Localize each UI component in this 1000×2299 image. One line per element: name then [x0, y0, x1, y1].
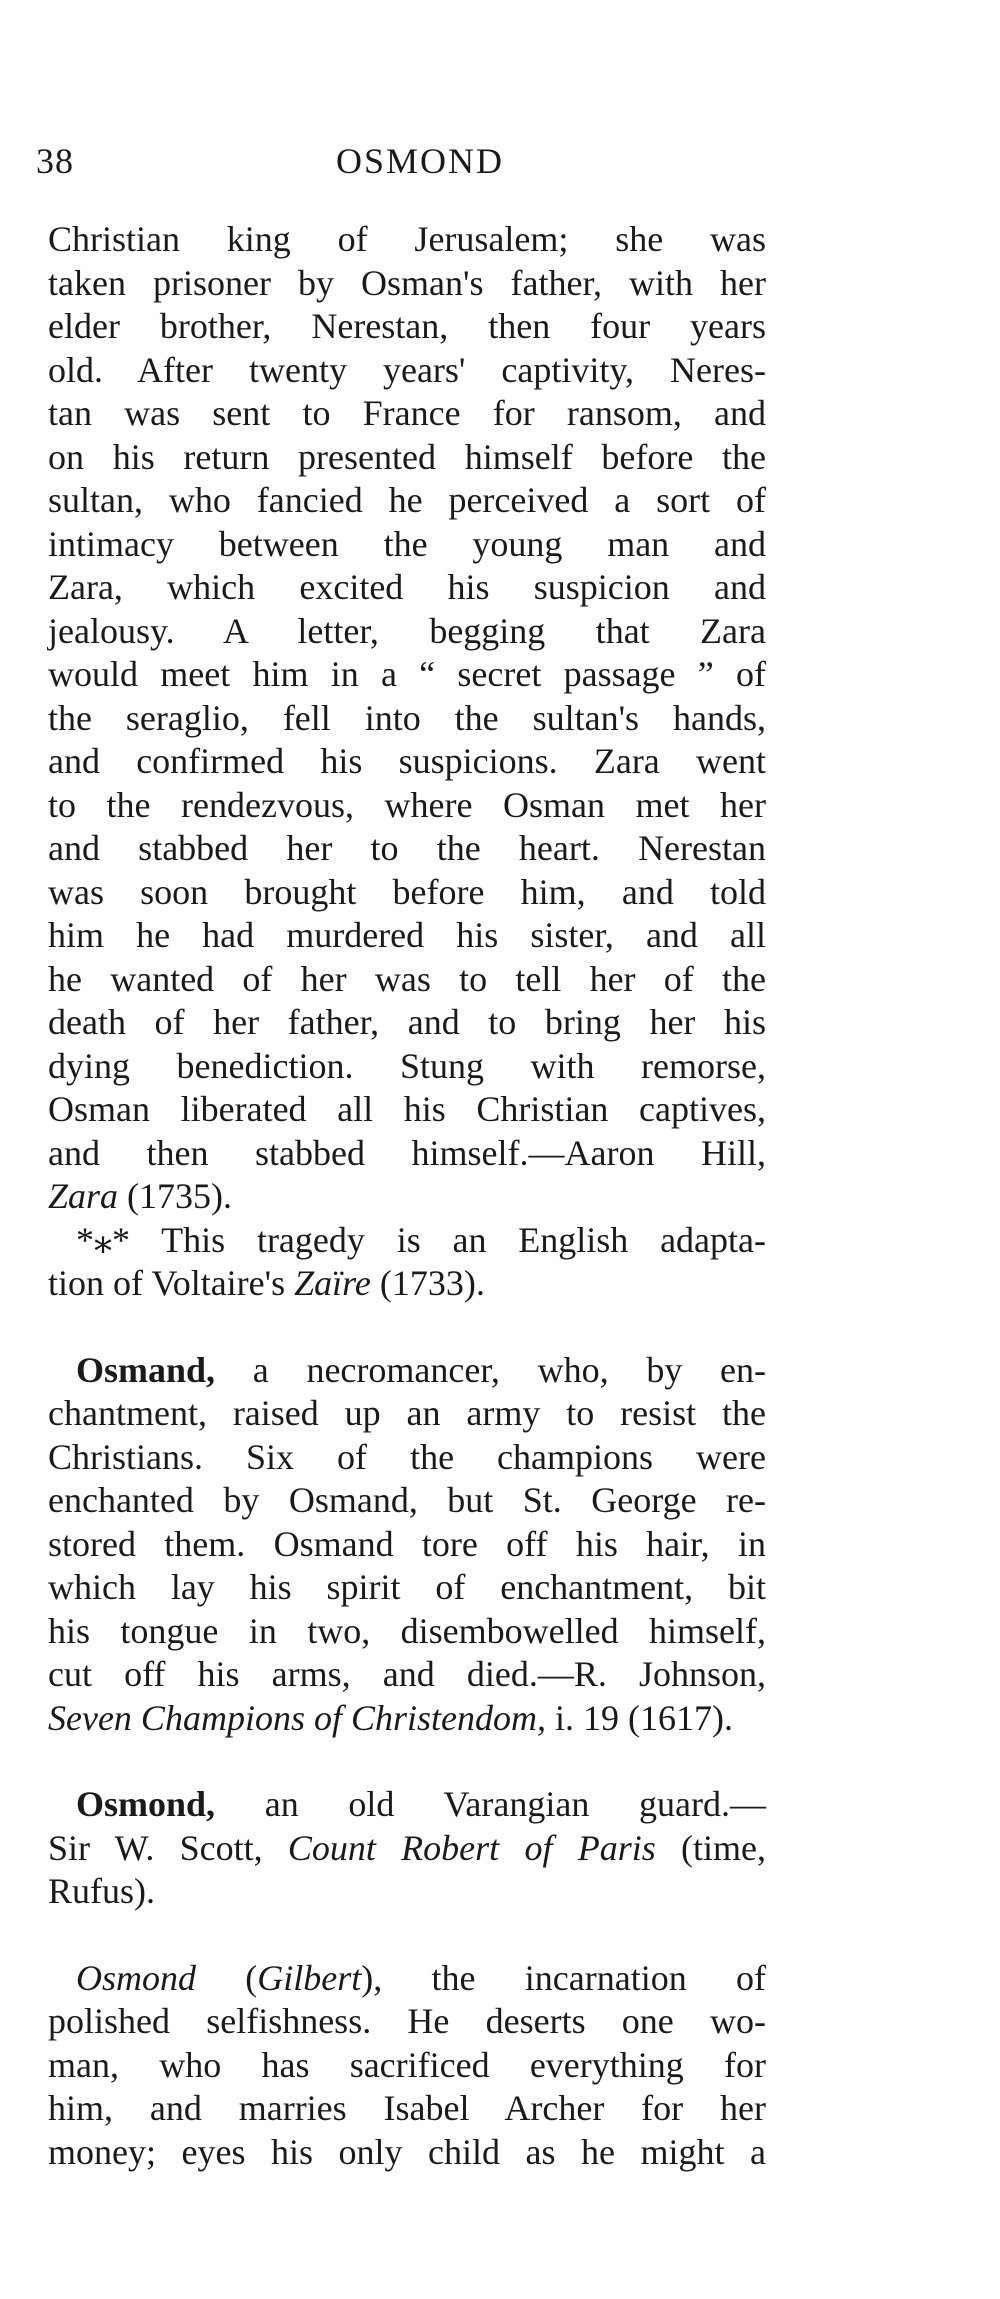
source-date: (1735).	[118, 1176, 233, 1216]
text-line: him he had murdered his sister, and all	[48, 915, 766, 955]
text-line: Osman liberated all his Christian captives,	[48, 1089, 766, 1129]
entry-osmond-gilbert	[48, 1957, 766, 2175]
source-title: Seven Champions of Christendom,	[48, 1697, 546, 1738]
text-line: man, who has sacrificed everything for	[48, 2044, 766, 2085]
text-line: cut off his arms, and died.—R. Johnson,	[48, 1654, 766, 1694]
text-line: Rufus).	[48, 1871, 155, 1911]
entry-first-line: Osmond, an old Varangian guard.—	[76, 1784, 766, 1824]
text-line: elder brother, Nerestan, then four years	[48, 306, 766, 346]
headword-given-name: Gilbert	[257, 1957, 362, 1998]
text-line: and confirmed his suspicions. Zara went	[48, 741, 766, 781]
text-line: Christian king of Jerusalem; she was	[48, 219, 766, 259]
text-line: his tongue in two, disembowelled himself,	[48, 1610, 766, 1651]
note-line: *⁎* This tragedy is an English adapta-	[76, 1219, 766, 1260]
text-line: him, and marries Isabel Archer for her	[48, 2088, 766, 2128]
text-line: he wanted of her was to tell her of the	[48, 958, 766, 999]
text-line: would meet him in a “ secret passage ” of	[48, 654, 766, 694]
text-line: was soon brought before him, and told	[48, 871, 766, 912]
source-citation: Sir W. Scott, Count Robert of Paris (time,	[48, 1827, 767, 1868]
text-line: death of her father, and to bring her his	[48, 1002, 766, 1042]
headword: Osmand,	[76, 1349, 216, 1390]
headword: Osmond	[76, 1957, 197, 1998]
source-title: Count Robert of Paris	[287, 1827, 656, 1868]
entry-osman-continuation	[48, 218, 766, 1306]
source-date: i. 19 (1617).	[545, 1697, 733, 1738]
source-citation	[48, 1175, 766, 1219]
text-line: stored them. Osmand tore off his hair, in	[48, 1523, 766, 1564]
note-title: Zaïre	[294, 1263, 371, 1303]
entry-osmond	[48, 1783, 766, 1914]
page-header	[36, 140, 776, 190]
text-line: to the rendezvous, where Osman met her	[48, 784, 766, 825]
running-head: OSMOND	[336, 141, 505, 181]
headword: Osmond,	[76, 1784, 216, 1824]
asterism-mark: *⁎*	[76, 1219, 130, 1260]
entry-osmand	[48, 1349, 766, 1741]
text-line: dying benediction. Stung with remorse,	[48, 1045, 766, 1086]
text-line: which lay his spirit of enchantment, bit	[48, 1567, 766, 1607]
text-line: sultan, who fancied he perceived a sort of	[48, 480, 766, 520]
source-title: Zara	[48, 1176, 119, 1216]
text-line: old. After twenty years' captivity, Neres-	[48, 349, 766, 390]
text-line: Zara, which excited his suspicion and	[48, 567, 766, 607]
text-line: enchanted by Osmand, but St. George re-	[48, 1480, 766, 1520]
text-line: intimacy between the young man and	[48, 523, 766, 564]
text-line: the seraglio, fell into the sultan's hands,	[48, 697, 766, 738]
text-line: on his return presented himself before the	[48, 436, 766, 477]
text-line: polished selfishness. He deserts one wo-	[48, 2001, 766, 2041]
entry-first-line: Osmand, a necromancer, who, by en-	[76, 1349, 766, 1390]
text-line: money; eyes his only child as he might a	[48, 2131, 766, 2172]
text-line: and stabbed her to the heart. Nerestan	[48, 828, 766, 868]
text-column	[48, 218, 766, 2174]
text-line: and then stabbed himself.—Aaron Hill,	[48, 1132, 766, 1173]
entry-first-line: Osmond (Gilbert), the incarnation of	[76, 1957, 766, 1998]
text-line: taken prisoner by Osman's father, with her	[48, 262, 766, 303]
note-line: tion of Voltaire's Zaïre (1733).	[48, 1263, 485, 1303]
source-citation	[48, 1697, 766, 1741]
text-line: chantment, raised up an army to resist the	[48, 1393, 766, 1433]
text-line: tan was sent to France for ransom, and	[48, 393, 766, 433]
text-line: Christians. Six of the champions were	[48, 1436, 766, 1477]
page-number: 38	[36, 141, 74, 181]
text-line: jealousy. A letter, begging that Zara	[48, 610, 766, 651]
